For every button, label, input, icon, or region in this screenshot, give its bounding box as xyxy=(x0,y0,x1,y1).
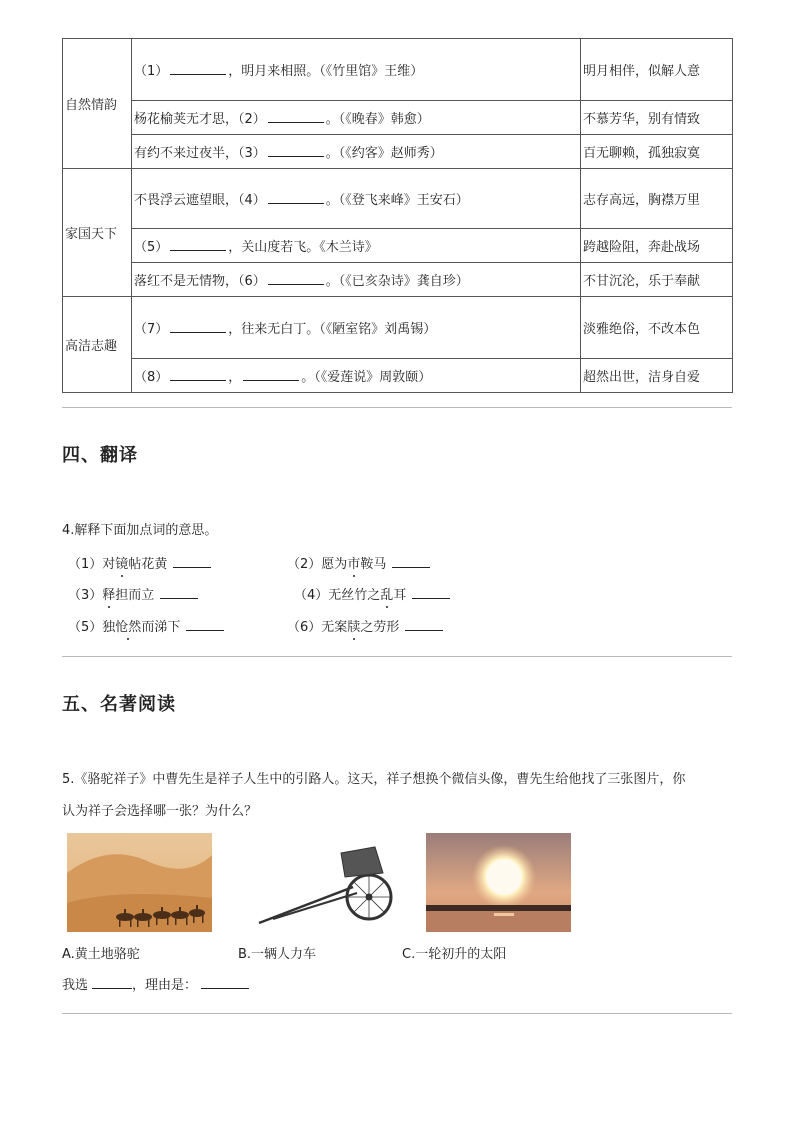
meaning-cell: 淡雅绝俗，不改本色 xyxy=(581,297,733,359)
sunrise-image[interactable] xyxy=(426,833,571,932)
translate-item: （3）释担而立 xyxy=(68,584,198,603)
table-row xyxy=(63,263,733,297)
poem-cell: 不畏浮云遮望眼，（4） 。（《登飞来峰》王安石） xyxy=(132,169,581,229)
divider xyxy=(62,1013,732,1014)
question-text: 4.解释下面加点词的意思。 xyxy=(62,523,218,538)
poem-cell: （5） ，关山度若飞。《木兰诗》 xyxy=(132,229,581,263)
answer-blank[interactable] xyxy=(405,620,443,631)
image-caption: C.一轮初升的太阳 xyxy=(402,947,507,962)
poem-cell: （7） ，往来无白丁。（《陋室铭》刘禹锡） xyxy=(132,297,581,359)
poem-cell: 有约不来过夜半，（3） 。（《约客》赵师秀） xyxy=(132,135,581,169)
meaning-cell: 跨越险阻，奔赴战场 xyxy=(581,229,733,263)
answer-blank[interactable] xyxy=(268,112,324,123)
answer-blank[interactable] xyxy=(243,370,299,381)
desert-camel-image[interactable] xyxy=(67,833,212,932)
translate-item: （4）无丝竹之乱耳 xyxy=(294,584,450,603)
table-row xyxy=(63,135,733,169)
answer-blank[interactable] xyxy=(170,240,226,251)
table-row xyxy=(63,101,733,135)
image-caption: A.黄土地骆驼 xyxy=(62,947,140,962)
answer-blank[interactable] xyxy=(392,557,430,568)
divider xyxy=(62,407,732,408)
translate-item: （5）独怆然而涕下 xyxy=(68,616,224,635)
answer-blank[interactable] xyxy=(170,64,226,75)
meaning-cell: 不慕芳华，别有情致 xyxy=(581,101,733,135)
question-text: 认为祥子会选择哪一张？为什么？ xyxy=(62,804,258,819)
translate-item: （2）愿为市鞍马 xyxy=(287,553,430,572)
answer-blank[interactable] xyxy=(170,322,226,333)
meaning-cell: 百无聊赖，孤独寂寞 xyxy=(581,135,733,169)
poem-cell: （8） ， 。（《爱莲说》周敦颐） xyxy=(132,359,581,393)
meaning-cell: 志存高远，胸襟万里 xyxy=(581,169,733,229)
answer-blank[interactable] xyxy=(268,274,324,285)
poem-cell: （1） ，明月来相照。（《竹里馆》王维） xyxy=(132,39,581,101)
table-row xyxy=(63,297,733,359)
answer-line: 我选 ，理由是： xyxy=(62,974,249,993)
category-cell: 高洁志趣 xyxy=(63,297,132,393)
divider xyxy=(62,656,732,657)
answer-blank[interactable] xyxy=(170,370,226,381)
category-cell: 自然情韵 xyxy=(63,39,132,169)
poem-table xyxy=(62,38,733,393)
answer-blank[interactable] xyxy=(160,588,198,599)
question-text: 5.《骆驼祥子》中曹先生是祥子人生中的引路人。这天，祥子想换个微信头像，曹先生给他找了三张图片，你 xyxy=(62,772,686,787)
translate-item: （1）对镜帖花黄 xyxy=(68,553,211,572)
answer-blank[interactable] xyxy=(92,978,132,989)
meaning-cell: 超然出世，洁身自爱 xyxy=(581,359,733,393)
category-cell: 家国天下 xyxy=(63,169,132,297)
image-caption: B.一辆人力车 xyxy=(238,947,317,962)
rickshaw-image[interactable] xyxy=(257,833,402,932)
table-row xyxy=(63,359,733,393)
poem-cell: 杨花榆荚无才思，（2） 。（《晚春》韩愈） xyxy=(132,101,581,135)
answer-blank[interactable] xyxy=(268,193,324,204)
table-row xyxy=(63,39,733,101)
translate-item: （6）无案牍之劳形 xyxy=(287,616,443,635)
poem-cell: 落红不是无情物，（6） 。（《已亥杂诗》龚自珍） xyxy=(132,263,581,297)
meaning-cell: 明月相伴，似解人意 xyxy=(581,39,733,101)
answer-blank[interactable] xyxy=(412,588,450,599)
meaning-cell: 不甘沉沦，乐于奉献 xyxy=(581,263,733,297)
answer-blank[interactable] xyxy=(268,146,324,157)
answer-blank[interactable] xyxy=(173,557,211,568)
answer-blank[interactable] xyxy=(201,978,249,989)
answer-blank[interactable] xyxy=(186,620,224,631)
table-row xyxy=(63,169,733,229)
section-title: 五、名著阅读 xyxy=(62,694,176,715)
table-row xyxy=(63,229,733,263)
section-title: 四、翻译 xyxy=(62,445,138,466)
